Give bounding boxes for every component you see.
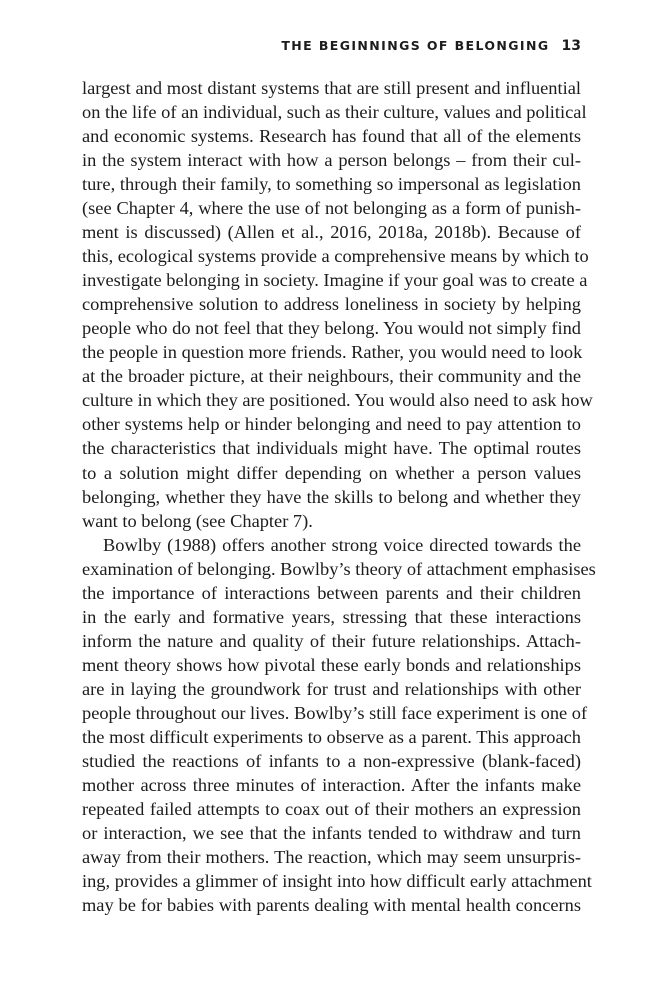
text-line: to a solution might differ depending on whether a person values	[82, 462, 581, 483]
text-line: ture, through their family, to something so impersonal as legislation	[82, 174, 581, 195]
text-line: ment theory shows how pivotal these early bonds and relationships	[82, 654, 581, 675]
text-line: examination of belonging. Bowlby’s theory of attachment emphasises	[82, 558, 596, 579]
text-line: ment is discussed) (Allen et al., 2016, 2018a, 2018b). Because of	[82, 222, 581, 243]
text-line: the importance of interactions between parents and their children	[82, 582, 581, 603]
text-line: in the early and formative years, stressing that these interactions	[82, 606, 581, 627]
text-line: repeated failed attempts to coax out of their mothers an expression	[82, 798, 581, 819]
text-line: the people in question more friends. Rather, you would need to look	[82, 342, 583, 363]
text-line: (see Chapter 4, where the use of not belonging as a form of punish-	[82, 198, 581, 219]
text-line: away from their mothers. The reaction, which may seem unsurpris-	[82, 847, 581, 867]
text-line: investigate belonging in society. Imagine if your goal was to create a	[82, 270, 588, 291]
text-line: largest and most distant systems that are still present and influential	[82, 78, 581, 98]
text-line: comprehensive solution to address loneliness in society by helping	[82, 294, 581, 315]
text-line: ing, provides a glimmer of insight into how difficult early attachment	[82, 871, 592, 892]
running-header	[281, 38, 581, 54]
text-line: studied the reactions of infants to a non-expressive (blank-faced)	[82, 750, 581, 771]
text-line: on the life of an individual, such as their culture, values and political	[82, 102, 587, 123]
text-line: at the broader picture, at their neighbours, their community and the	[82, 366, 581, 387]
text-line: this, ecological systems provide a comprehensive means by which to	[82, 246, 589, 267]
text-line: mother across three minutes of interaction. After the infants make	[82, 774, 581, 795]
body-text	[82, 76, 596, 917]
text-line: in the system interact with how a person belongs – from their cul-	[82, 150, 581, 171]
text-line: Bowlby (1988) offers another strong voice directed towards the	[103, 534, 581, 555]
paragraph	[82, 76, 593, 533]
text-line: the characteristics that individuals might have. The optimal routes	[82, 438, 581, 459]
text-line: may be for babies with parents dealing with mental health concerns	[82, 895, 581, 916]
text-line: and economic systems. Research has found that all of the elements	[82, 126, 581, 147]
text-line: are in laying the groundwork for trust and relationships with other	[82, 678, 581, 699]
running-title: THE BEGINNINGS OF BELONGING	[281, 38, 550, 53]
text-line: other systems help or hinder belonging and need to pay attention to	[82, 414, 581, 435]
text-line: inform the nature and quality of their future relationships. Attach-	[82, 630, 581, 651]
text-line: want to belong (see Chapter 7).	[82, 510, 313, 531]
text-line: belonging, whether they have the skills to belong and whether they	[82, 486, 581, 507]
text-line: people throughout our lives. Bowlby’s still face experiment is one of	[82, 702, 588, 723]
page-number: 13	[561, 38, 581, 54]
text-line: culture in which they are positioned. You would also need to ask how	[82, 390, 593, 411]
text-line: or interaction, we see that the infants tended to withdraw and turn	[82, 822, 581, 843]
text-line: the most difficult experiments to observe as a parent. This approach	[82, 726, 581, 747]
text-line: people who do not feel that they belong. You would not simply find	[82, 318, 581, 339]
paragraph	[82, 533, 596, 918]
